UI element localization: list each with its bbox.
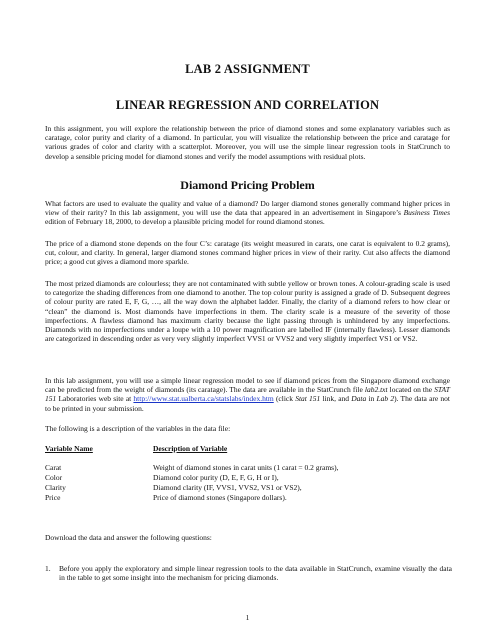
section-title: Diamond Pricing Problem [180, 178, 315, 192]
question-text: Before you apply the exploratory and simple linear regression tools to the data available in StatCrunch, examine visually the data in the table to get some insight into the mechanism for pricing diamonds. [59, 564, 452, 583]
variable-desc-header: Description of Variable [153, 444, 228, 453]
variables-intro: The following is a description of the variables in the data file: [45, 424, 231, 433]
intro-paragraph: In this assignment, you will explore the relationship between the price of diamond stones and some explanatory variables such as caratage, color purity and clarity of a diamond. In particular, you will visualize the relationship between the price and caratage for various grades of color and clarity with a scatterplot. Moreover, you will use the simple linear regression tools in StatCrunch to develop a sensible pricing model for diamond stones and verify the model assumptions with residual plots. [45, 124, 450, 161]
course-name: STAT 151 [45, 385, 450, 404]
page-number: 1 [245, 613, 250, 622]
variable-row: Price Price of diamond stones (Singapore dollars). [45, 493, 287, 502]
variable-row: Clarity Diamond clarity (IF, VVS1, VVS2, VS1 or VS2), [45, 483, 302, 492]
variables-header-row [45, 444, 455, 453]
lab-website-link[interactable]: http://www.stat.ualberta.ca/statslabs/index.htm [133, 394, 274, 404]
download-instruction: Download the data and answer the following questions: [45, 533, 212, 542]
lab-title: LAB 2 ASSIGNMENT [185, 62, 310, 76]
factors-paragraph: What factors are used to evaluate the quality and value of a diamond? Do larger diamond stones generally command higher prices in view of their rarity? In this lab assignment, you will use the data that appeared in an advertisement in Singapore’s Business Times edition of February 18, 2000, to develop a plausible pricing model for round diamond stones. [45, 199, 450, 227]
data-link-label: Data [351, 394, 367, 404]
data-file-name: lab2.txt [364, 385, 388, 395]
stat151-link-label: Stat 151 [295, 394, 321, 404]
main-title: LINEAR REGRESSION AND CORRELATION [115, 98, 380, 112]
variable-name-header: Variable Name [45, 444, 93, 453]
lab2-link-label: Lab 2 [376, 394, 395, 404]
variable-row: Color Diamond color purity (D, E, F, G, H or I), [45, 473, 279, 482]
four-cs-paragraph: The price of a diamond stone depends on the four C’s: caratage (its weight measured in carats, one carat is equivalent to 0.2 grams), cut, colour, and clarity. In general, larger diamond stones command higher prices in view of their rarity. Cut also affects the diamond price; a good cut gives a diamond more sparkle. [45, 239, 450, 267]
variable-row: Carat Weight of diamond stones in carat units (1 carat = 0.2 grams), [45, 463, 339, 472]
colour-clarity-paragraph: The most prized diamonds are colourless; they are not contaminated with subtle yellow or brown tones. A colour-grading scale is used to categorize the shading differences from one diamond to another. The top colour purity is assigned a grade of D. Subsequent degrees of colour purity are rated E, F, G, …, all the way down the alphabet ladder. Finally, the clarity of a diamond refers to how clear or “clean” the diamond is. Most diamonds have imperfections in them. The clarity scale is a measure of the severity of those imperfections. A flawless diamond has maximum clarity because the light passing through is unhindered by any imperfections. Diamonds with no imperfections under a loupe with a 10 power magnification are labelled IF (internally flawless). Lesser diamonds are categorized in descending order as very very slightly imperfect VVS1 or VVS2 and very slightly imperfect VS1 or VS2. [45, 279, 450, 344]
question-number: 1. [45, 564, 51, 573]
data-source-paragraph: In this lab assignment, you will use a simple linear regression model to see if diamond prices from the Singapore diamond exchange can be predicted from the weight of diamonds (its caratage). The data are available in the StatCrunch file lab2.txt located on the STAT 151 Laboratories web site at http://www.stat.ualberta.ca/statslabs/index.htm (click Stat 151 link, and Data in Lab 2). The data are not to be printed in your submission. [45, 376, 450, 413]
newspaper-name: Business Times [403, 208, 450, 218]
